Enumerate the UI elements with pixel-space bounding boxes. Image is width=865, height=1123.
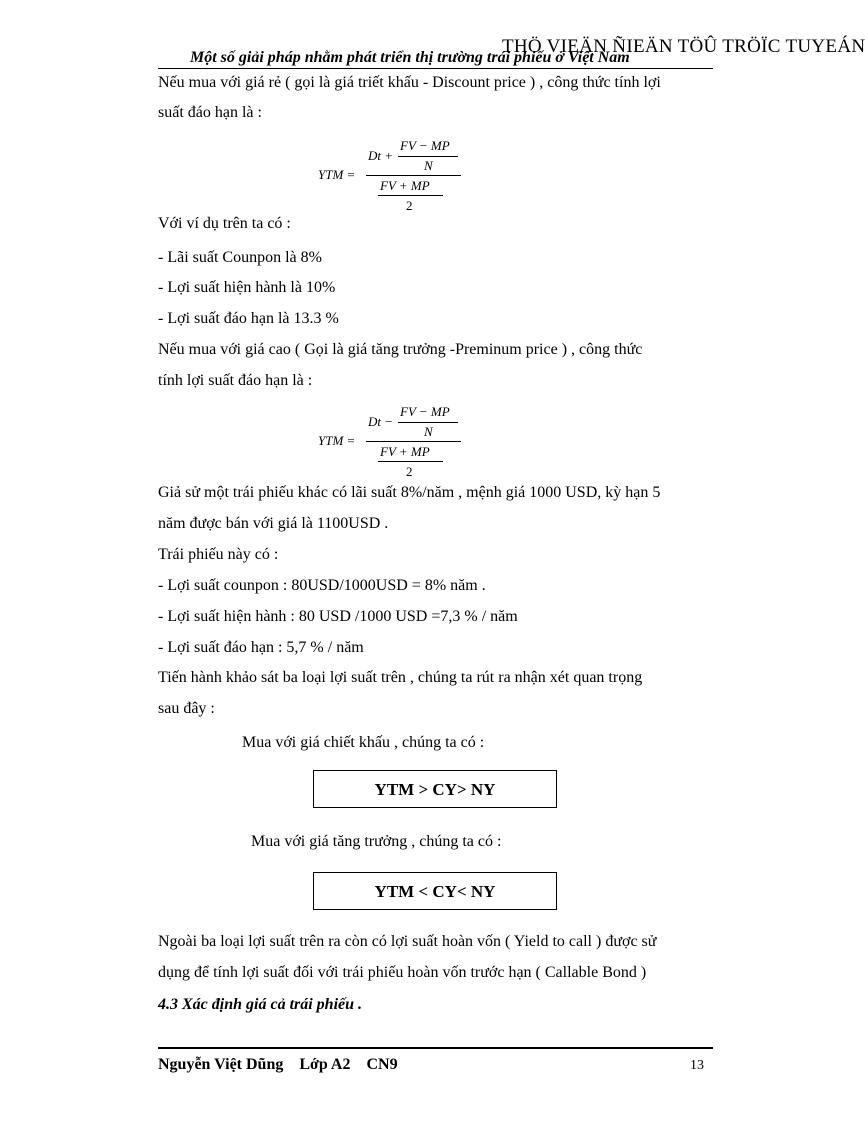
page-number: 13 — [690, 1058, 704, 1073]
paragraph-line: Nếu mua với giá rẻ ( gọi là giá triết khấu - Discount price ) , công thức tính lợi — [158, 74, 661, 91]
footer-author: Nguyễn Việt Dũng Lớp A2 CN9 — [158, 1056, 398, 1073]
formula-n: N — [424, 158, 433, 173]
watermark-text: THÖ VIEÄN ÑIEÄN TÖÛ TRÖÏC TUYEÁN — [502, 36, 865, 57]
paragraph-line: Mua với giá chiết khấu , chúng ta có : — [242, 734, 485, 751]
paragraph-line: năm được bán với giá là 1100USD . — [158, 515, 389, 532]
ytm-premium-relation-box: YTM < CY< NY — [313, 872, 557, 910]
formula-main-bar — [366, 175, 461, 176]
paragraph-line: Trái phiếu này có : — [158, 546, 279, 563]
formula-den-num: FV + MP — [380, 444, 430, 459]
ytm-discount-formula — [318, 136, 468, 216]
paragraph-line: Tiến hành khảo sát ba loại lợi suất trên , chúng ta rút ra nhận xét quan trọng — [158, 669, 643, 686]
formula-ytm-label: YTM = — [318, 167, 356, 182]
formula-den-den: 2 — [406, 198, 413, 213]
list-item: - Lợi suất đáo hạn : 5,7 % / năm — [158, 639, 364, 656]
footer-divider — [158, 1047, 713, 1049]
paragraph-line: tính lợi suất đáo hạn là : — [158, 372, 313, 389]
formula-inner-bar — [398, 156, 458, 157]
formula-ytm-label: YTM = — [318, 433, 356, 448]
formula-dt-term: Dt − — [368, 414, 394, 429]
formula-den-bar — [378, 461, 443, 462]
formula-numerator: FV − MP — [400, 138, 450, 153]
formula-den-den: 2 — [406, 464, 413, 479]
paragraph-line: Giả sử một trái phiếu khác có lãi suất 8%/năm , mệnh giá 1000 USD, kỳ hạn 5 — [158, 484, 661, 501]
formula-numerator: FV − MP — [400, 404, 450, 419]
header-divider — [158, 68, 713, 69]
formula-den-bar — [378, 195, 443, 196]
paragraph-line: dụng để tính lợi suất đối với trái phiếu hoàn vốn trước hạn ( Callable Bond ) — [158, 964, 647, 981]
formula-dt-term: Dt + — [368, 148, 394, 163]
ytm-premium-formula — [318, 402, 468, 482]
formula-inner-bar — [398, 422, 458, 423]
paragraph-line: Mua với giá tăng trưởng , chúng ta có : — [251, 833, 502, 850]
paragraph-line: sau đây : — [158, 700, 215, 717]
formula-main-bar — [366, 441, 461, 442]
paragraph-line: Với ví dụ trên ta có : — [158, 215, 291, 232]
formula-den-num: FV + MP — [380, 178, 430, 193]
running-header-title: Một số giải pháp nhằm phát triển thị trường trái phiếu ở Việt Nam — [190, 49, 630, 66]
paragraph-line: Nếu mua với giá cao ( Gọi là giá tăng trưởng -Preminum price ) , công thức — [158, 341, 643, 358]
ytm-discount-relation-box: YTM > CY> NY — [313, 770, 557, 808]
list-item: - Lợi suất hiện hành : 80 USD /1000 USD =7,3 % / năm — [158, 608, 518, 625]
list-item: - Lợi suất counpon : 80USD/1000USD = 8% năm . — [158, 577, 486, 594]
paragraph-line: suất đáo hạn là : — [158, 104, 262, 121]
list-item: - Lợi suất hiện hành là 10% — [158, 279, 336, 296]
formula-n: N — [424, 424, 433, 439]
paragraph-line: Ngoài ba loại lợi suất trên ra còn có lợi suất hoàn vốn ( Yield to call ) được sử — [158, 933, 657, 950]
section-heading: 4.3 Xác định giá cả trái phiếu . — [158, 996, 363, 1013]
list-item: - Lợi suất đáo hạn là 13.3 % — [158, 310, 339, 327]
list-item: - Lãi suất Counpon là 8% — [158, 249, 322, 266]
